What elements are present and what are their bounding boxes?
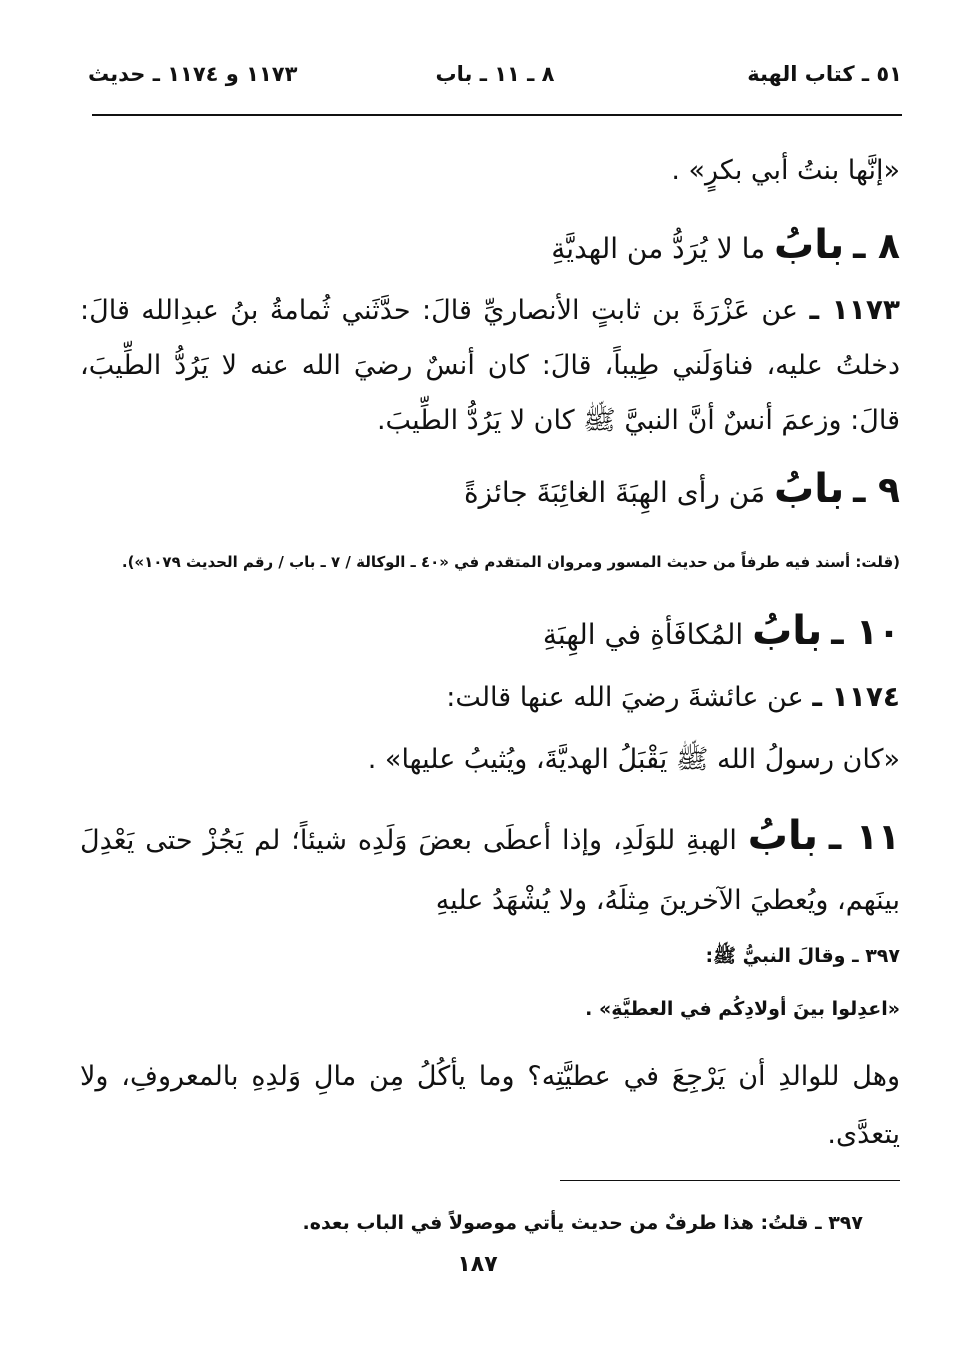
chapter-number: ٨ ـ [853,226,900,267]
chapter-8-heading [80,222,900,268]
hadith-1173 [80,282,900,448]
hadith-number: ١١٧٤ ـ [812,680,900,713]
hadith-number: ١١٧٣ ـ [809,293,900,326]
page-number: ١٨٧ [457,1252,498,1277]
chapter-question: وهل للوالدِ أن يَرْجِعَ في عطيَّتِه؟ وما يأكُلُ مِن مالِ وَلدِهِ بالمعروفِ، ولا يتعدَّى. [80,1061,900,1150]
chapter-word: بابُ [747,813,818,859]
hadith-1174 [80,680,900,713]
header-chapter-range: ٨ ـ ١١ ـ باب [435,62,555,86]
chapter-title: المُكافَأةِ في الهِبَةِ [542,618,744,651]
hadith-1174-quote: «كان رسولُ الله ﷺ يَقْبَلُ الهديَّةَ، ويُثيبُ عليها» . [367,744,900,775]
running-header [88,62,902,96]
footnote-397: ٣٩٧ ـ قلتُ: هذا طرفٌ من حديث يأتي موصولاً في الباب بعده. [302,1212,863,1234]
chapter-number: ١٠ ـ [831,612,900,653]
hadith-text: عن عَزْرَةَ بن ثابتٍ الأنصاريِّ قالَ: حدَّثَني ثُمامةُ بنُ عبدِالله قالَ: دخلتُ عليه، فناوَلَني طِيباً، قالَ: كان أنسٌ رضيَ الله عنه لا يَرُدُّ الطِّيبَ، قالَ: وزعمَ أنسٌ أنَّ النبيَّ ﷺ كان لا يَرُدُّ الطِّيبَ. [80,295,900,436]
header-book-title: ٥١ ـ كتاب الهبة [747,62,902,86]
chapter-number: ٩ ـ [853,470,900,511]
reference-397: ٣٩٧ ـ وقالَ النبيُّ ﷺ: [705,945,900,967]
chapter-10-heading [80,608,900,654]
chapter-9-heading [80,466,900,512]
chapter-title: مَن رأى الهِبَةَ الغائِبَةَ جائزةً [463,476,766,509]
chapter-word: بابُ [752,608,823,654]
footnote-rule [560,1180,900,1181]
chapter-11-heading [80,806,900,931]
header-hadith-range: ١١٧٣ و ١١٧٤ ـ حديث [88,62,298,86]
quote-397: «اعدِلوا بينَ أولادِكُم في العطيَّةِ» . [585,998,900,1020]
header-rule [92,114,902,116]
editor-note: (قلت: أسند فيه طرفاً من حديث المسور ومروان المتقدم في «٤٠ ـ الوكالة / ٧ ـ باب / رقم الحديث ١٠٧٩»). [121,553,900,571]
chapter-number: ١١ ـ [828,817,900,858]
hadith-text: عن عائشةَ رضيَ الله عنها قالت: [446,682,804,713]
chapter-word: بابُ [774,222,845,268]
chapter-word: بابُ [774,466,845,512]
chapter-title: ما لا يُرَدُّ من الهديَّةِ [551,232,766,265]
opening-quote: «إنَّها بنتُ أبي بكرٍ» . [671,155,900,186]
chapter-title: الهبةِ للوَلَدِ، وإذا أعطَى بعضَ وَلَدِه شيئاً؛ لم يَجُزْ حتى يَعْدِلَ بينَهم، ويُعطيَ الآخرينَ مِثلَهُ، ولا يُشْهَدُ عليهِ [80,825,900,916]
